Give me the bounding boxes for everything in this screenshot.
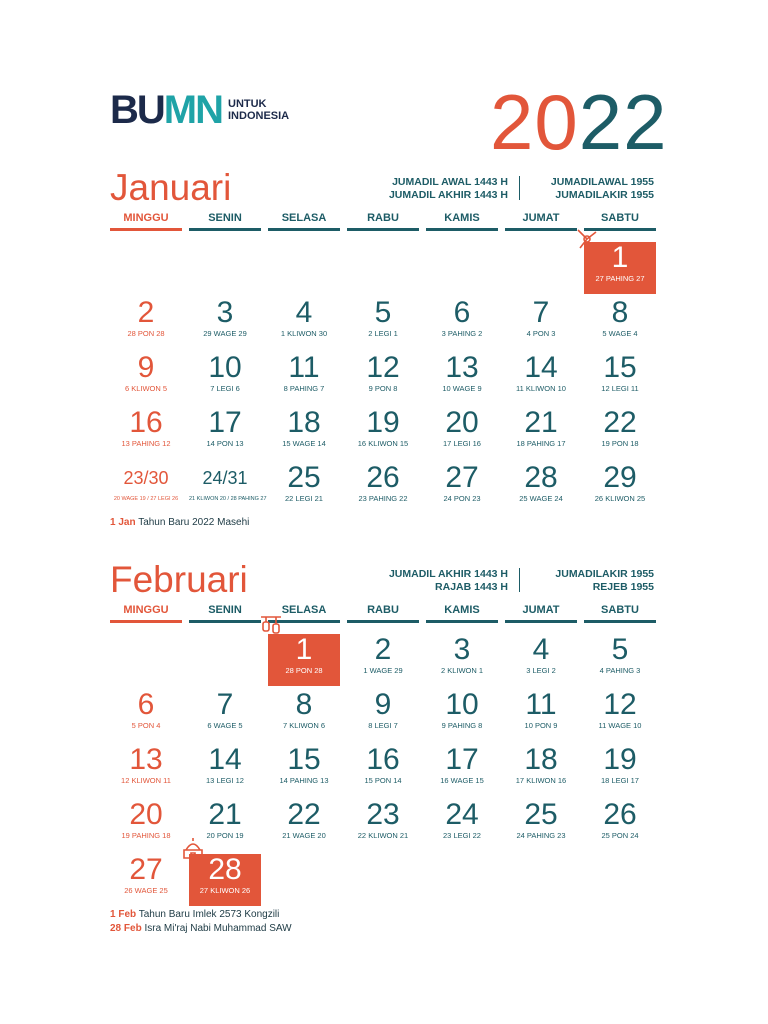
day-number: 21 xyxy=(524,406,558,439)
javanese-months xyxy=(551,176,654,202)
note-date: 1 Jan xyxy=(110,517,136,528)
day-number: 24/31 xyxy=(202,468,248,488)
day-number: 13 xyxy=(129,743,163,776)
day-number: 10 xyxy=(208,351,242,384)
note-text: Isra Mi'raj Nabi Muhammad SAW xyxy=(144,923,292,934)
day-cell xyxy=(189,352,261,404)
day-cell xyxy=(347,407,419,459)
day-number: 13 xyxy=(445,351,479,384)
day-number: 14 xyxy=(524,351,558,384)
day-cell xyxy=(110,799,182,851)
day-cell xyxy=(347,799,419,851)
day-pasaran-label: 25 PON 24 xyxy=(601,831,639,840)
mosque-icon xyxy=(180,836,206,862)
day-number: 16 xyxy=(129,406,163,439)
day-pasaran-label: 16 WAGE 15 xyxy=(440,776,484,785)
day-cell xyxy=(110,297,182,349)
day-cell xyxy=(347,352,419,404)
note-text: Tahun Baru 2022 Masehi xyxy=(138,517,250,528)
weekday-rabu: RABU xyxy=(347,604,419,623)
day-pasaran-label: 28 PON 28 xyxy=(127,329,165,338)
day-number: 4 xyxy=(295,296,313,329)
bumn-logo xyxy=(110,88,290,132)
day-number: 17 xyxy=(445,743,479,776)
day-pasaran-label: 24 PAHING 23 xyxy=(516,831,566,840)
day-pasaran-label: 15 PON 14 xyxy=(364,776,402,785)
day-number: 28 xyxy=(208,853,242,886)
day-pasaran-label: 6 KLIWON 5 xyxy=(124,384,168,393)
day-number: 11 xyxy=(288,351,320,384)
lantern-icon xyxy=(258,614,284,640)
day-cell xyxy=(110,352,182,404)
day-cell xyxy=(110,854,182,906)
weekday-kamis: KAMIS xyxy=(426,212,498,231)
firework-icon xyxy=(574,226,600,252)
weekday-kamis: KAMIS xyxy=(426,604,498,623)
day-pasaran-label: 1 WAGE 29 xyxy=(363,666,403,675)
weekday-jumat: JUMAT xyxy=(505,604,577,623)
day-pasaran-label: 28 PON 28 xyxy=(285,666,323,675)
day-pasaran-label: 8 PAHING 7 xyxy=(283,384,325,393)
day-number: 1 xyxy=(295,633,313,666)
day-cell xyxy=(426,744,498,796)
day-cell xyxy=(110,407,182,459)
day-pasaran-label: 18 LEGI 17 xyxy=(601,776,639,785)
day-number: 12 xyxy=(603,688,637,721)
day-pasaran-label: 15 WAGE 14 xyxy=(282,439,326,448)
day-number: 16 xyxy=(366,743,400,776)
day-pasaran-label: 1 KLIWON 30 xyxy=(280,329,328,338)
day-cell xyxy=(268,744,340,796)
day-cell xyxy=(347,297,419,349)
day-number: 27 xyxy=(129,853,163,886)
day-number: 9 xyxy=(374,688,392,721)
weekday-selasa: SELASA xyxy=(268,604,340,623)
day-cell xyxy=(268,689,340,741)
day-pasaran-label: 21 KLIWON 20 / 28 PAHING 27 xyxy=(189,496,267,502)
day-number: 19 xyxy=(603,743,637,776)
day-cell xyxy=(189,744,261,796)
holiday-note xyxy=(110,908,292,922)
day-pasaran-label: 26 KLIWON 25 xyxy=(594,494,646,503)
day-number: 5 xyxy=(611,633,629,666)
day-cell xyxy=(426,407,498,459)
day-cell xyxy=(584,689,656,741)
logo-subtitle xyxy=(228,98,289,122)
day-pasaran-label: 7 LEGI 6 xyxy=(210,384,240,393)
day-cell xyxy=(584,634,656,686)
day-cell xyxy=(189,462,267,514)
day-pasaran-label: 23 LEGI 22 xyxy=(443,831,481,840)
day-number: 9 xyxy=(137,351,155,384)
day-number: 6 xyxy=(137,688,155,721)
day-pasaran-label: 9 PON 8 xyxy=(368,384,398,393)
day-number: 2 xyxy=(137,296,155,329)
day-number: 19 xyxy=(366,406,400,439)
day-cell xyxy=(347,634,419,686)
day-cell xyxy=(426,689,498,741)
day-pasaran-label: 20 PON 19 xyxy=(206,831,244,840)
day-number: 5 xyxy=(374,296,392,329)
day-number: 23/30 xyxy=(123,468,169,488)
divider xyxy=(519,568,520,592)
javanese-line: REJEB 1955 xyxy=(592,581,654,593)
day-number: 3 xyxy=(453,633,471,666)
day-pasaran-label: 20 WAGE 19 / 27 LEGI 26 xyxy=(113,496,179,502)
day-cell xyxy=(189,297,261,349)
day-number: 21 xyxy=(208,798,242,831)
day-pasaran-label: 22 LEGI 21 xyxy=(285,494,323,503)
weekday-jumat: JUMAT xyxy=(505,212,577,231)
day-cell xyxy=(268,407,340,459)
weekday-selasa: SELASA xyxy=(268,212,340,231)
day-pasaran-label: 17 KLIWON 16 xyxy=(515,776,567,785)
day-pasaran-label: 12 KLIWON 11 xyxy=(121,776,171,785)
day-cell xyxy=(584,297,656,349)
day-pasaran-label: 17 LEGI 16 xyxy=(443,439,481,448)
day-pasaran-label: 19 PON 18 xyxy=(601,439,639,448)
day-cell xyxy=(426,352,498,404)
note-date: 1 Feb xyxy=(110,909,137,920)
day-pasaran-label: 2 LEGI 1 xyxy=(368,329,398,338)
day-pasaran-label: 11 WAGE 10 xyxy=(598,721,642,730)
day-pasaran-label: 12 LEGI 11 xyxy=(601,384,639,393)
day-pasaran-label: 25 WAGE 24 xyxy=(519,494,563,503)
holiday-note xyxy=(110,922,292,936)
hijri-months xyxy=(389,176,508,202)
day-cell xyxy=(584,462,656,514)
day-cell xyxy=(584,352,656,404)
day-number: 14 xyxy=(208,743,242,776)
divider xyxy=(519,176,520,200)
day-number: 22 xyxy=(287,798,321,831)
javanese-line: JUMADILAKIR 1955 xyxy=(555,189,654,201)
day-number: 17 xyxy=(208,406,242,439)
day-number: 12 xyxy=(366,351,400,384)
day-number: 24 xyxy=(445,798,479,831)
weekday-header xyxy=(110,604,658,624)
day-pasaran-label: 11 KLIWON 10 xyxy=(516,384,566,393)
javanese-line: JUMADILAKIR 1955 xyxy=(555,568,654,580)
note-text: Tahun Baru Imlek 2573 Kongzili xyxy=(138,909,280,920)
day-cell xyxy=(268,352,340,404)
logo-sub-line1: UNTUK xyxy=(228,98,267,110)
day-cell xyxy=(268,799,340,851)
day-number: 29 xyxy=(603,461,637,494)
day-number: 8 xyxy=(611,296,629,329)
day-pasaran-label: 16 KLIWON 15 xyxy=(357,439,409,448)
hijri-line: RAJAB 1443 H xyxy=(435,581,508,593)
day-pasaran-label: 6 WAGE 5 xyxy=(207,721,243,730)
day-pasaran-label: 29 WAGE 29 xyxy=(203,329,247,338)
weekday-sabtu: SABTU xyxy=(584,212,656,231)
day-pasaran-label: 4 PAHING 3 xyxy=(599,666,641,675)
day-number: 4 xyxy=(532,633,550,666)
day-pasaran-label: 21 WAGE 20 xyxy=(282,831,326,840)
note-date: 28 Feb xyxy=(110,923,142,934)
day-number: 11 xyxy=(525,688,557,721)
day-pasaran-label: 3 LEGI 2 xyxy=(526,666,556,675)
day-number: 26 xyxy=(366,461,400,494)
day-cell xyxy=(426,634,498,686)
day-number: 25 xyxy=(524,798,558,831)
day-pasaran-label: 3 PAHING 2 xyxy=(441,329,483,338)
day-pasaran-label: 4 PON 3 xyxy=(526,329,556,338)
day-pasaran-label: 10 WAGE 9 xyxy=(442,384,482,393)
month-title: Januari xyxy=(110,167,232,208)
day-cell xyxy=(505,634,577,686)
year-prefix: 20 xyxy=(490,78,579,166)
day-cell xyxy=(426,799,498,851)
day-number: 7 xyxy=(532,296,550,329)
day-pasaran-label: 9 PAHING 8 xyxy=(441,721,483,730)
day-number: 18 xyxy=(524,743,558,776)
day-number: 20 xyxy=(445,406,479,439)
day-number: 1 xyxy=(611,241,629,274)
day-number: 25 xyxy=(287,461,321,494)
day-pasaran-label: 27 KLIWON 26 xyxy=(199,886,251,895)
weekday-senin: SENIN xyxy=(189,604,261,623)
day-cell xyxy=(505,689,577,741)
day-number: 20 xyxy=(129,798,163,831)
day-pasaran-label: 22 KLIWON 21 xyxy=(357,831,409,840)
holiday-note xyxy=(110,516,249,530)
day-pasaran-label: 13 PAHING 12 xyxy=(121,439,171,448)
day-pasaran-label: 13 LEGI 12 xyxy=(206,776,244,785)
day-cell xyxy=(268,462,340,514)
hijri-line: JUMADIL AWAL 1443 H xyxy=(392,176,508,188)
day-cell xyxy=(426,462,498,514)
month-title: Februari xyxy=(110,559,248,600)
day-cell xyxy=(110,744,182,796)
day-number: 18 xyxy=(287,406,321,439)
day-pasaran-label: 5 WAGE 4 xyxy=(602,329,638,338)
day-pasaran-label: 5 PON 4 xyxy=(131,721,161,730)
day-pasaran-label: 2 KLIWON 1 xyxy=(440,666,484,675)
day-number: 8 xyxy=(295,688,313,721)
year-suffix: 22 xyxy=(578,78,668,166)
weekday-senin: SENIN xyxy=(189,212,261,231)
day-cell xyxy=(347,462,419,514)
weekday-minggu: MINGGU xyxy=(110,604,182,623)
holiday-notes-january xyxy=(110,516,249,530)
day-cell xyxy=(505,407,577,459)
day-cell xyxy=(189,407,261,459)
day-number: 6 xyxy=(453,296,471,329)
hijri-line: JUMADIL AKHIR 1443 H xyxy=(388,568,508,580)
day-pasaran-label: 27 PAHING 27 xyxy=(595,274,645,283)
day-cell xyxy=(505,462,577,514)
logo-mark-a: BU xyxy=(110,88,164,132)
day-number: 23 xyxy=(366,798,400,831)
weekday-sabtu: SABTU xyxy=(584,604,656,623)
day-cell xyxy=(505,352,577,404)
day-cell xyxy=(268,297,340,349)
day-number: 22 xyxy=(603,406,637,439)
day-number: 15 xyxy=(287,743,321,776)
day-number: 10 xyxy=(445,688,479,721)
day-cell xyxy=(584,407,656,459)
day-number: 7 xyxy=(216,688,234,721)
day-pasaran-label: 10 PON 9 xyxy=(524,721,558,730)
day-cell xyxy=(268,634,340,686)
day-cell xyxy=(505,297,577,349)
day-cell xyxy=(505,799,577,851)
day-pasaran-label: 24 PON 23 xyxy=(443,494,481,503)
day-cell xyxy=(110,462,182,514)
day-pasaran-label: 14 PON 13 xyxy=(206,439,244,448)
logo-sub-line2: INDONESIA xyxy=(228,110,290,122)
weekday-minggu: MINGGU xyxy=(110,212,182,231)
day-cell xyxy=(584,799,656,851)
day-cell xyxy=(110,689,182,741)
day-pasaran-label: 26 WAGE 25 xyxy=(124,886,168,895)
holiday-notes-february xyxy=(110,908,292,936)
day-pasaran-label: 8 LEGI 7 xyxy=(368,721,398,730)
javanese-months xyxy=(555,568,654,594)
logo-mark xyxy=(110,88,222,132)
day-number: 3 xyxy=(216,296,234,329)
day-cell xyxy=(189,689,261,741)
day-number: 26 xyxy=(603,798,637,831)
day-pasaran-label: 19 PAHING 18 xyxy=(121,831,171,840)
day-number: 2 xyxy=(374,633,392,666)
day-number: 28 xyxy=(524,461,558,494)
weekday-rabu: RABU xyxy=(347,212,419,231)
day-number: 15 xyxy=(603,351,637,384)
day-cell xyxy=(426,297,498,349)
day-pasaran-label: 18 PAHING 17 xyxy=(516,439,566,448)
day-pasaran-label: 14 PAHING 13 xyxy=(279,776,329,785)
day-cell xyxy=(584,744,656,796)
day-cell xyxy=(347,689,419,741)
hijri-line: JUMADIL AKHIR 1443 H xyxy=(388,189,508,201)
day-cell xyxy=(347,744,419,796)
day-pasaran-label: 7 KLIWON 6 xyxy=(282,721,326,730)
day-number: 27 xyxy=(445,461,479,494)
day-pasaran-label: 23 PAHING 22 xyxy=(358,494,408,503)
day-cell xyxy=(505,744,577,796)
year-title xyxy=(490,78,668,166)
javanese-line: JUMADILAWAL 1955 xyxy=(550,176,654,188)
hijri-months xyxy=(389,568,508,594)
logo-mark-b: MN xyxy=(163,88,222,132)
